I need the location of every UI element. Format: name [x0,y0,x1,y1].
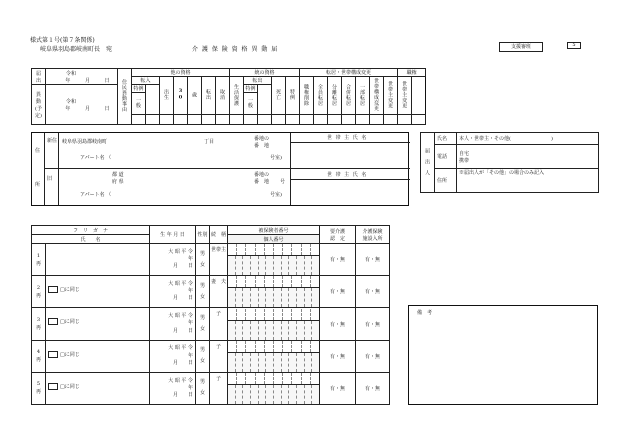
member-facility[interactable]: 有・無 [356,308,390,340]
member-insured-number[interactable] [228,340,320,372]
digit-cell[interactable] [265,321,273,340]
digit-cell[interactable] [250,256,258,275]
digit-cell[interactable] [288,288,296,307]
member-insured-number[interactable] [228,308,320,340]
digit-cell[interactable] [228,276,236,287]
ido-matrix: 届 出 令和 年 月 日 住民異動事由 他の資格 統の資格 転居・世帯構成変更 職権 転入 出生 30 歳 転出 取消 生活保護 転出 死亡 特例 職権削除 全員転居 分離転居 合併転居 一部転居 世帯構成変更 世帯主変更 世帯主変更 異 動 (予定) 令和 年 月 日 特例 特例 一般 一般 [31,68,426,125]
digit-cell[interactable] [258,288,266,307]
digit-cell[interactable] [235,385,243,404]
digit-cell[interactable] [228,341,236,352]
digit-cell[interactable] [245,244,254,255]
digit-cell[interactable] [245,309,254,320]
member-table: フ リ ガ ナ 生 年 月 日 性別 続 柄 被保険者番号 要介護 認 定 介護保険 施設入所 氏 名 個人番号 1 再 大 昭 平 令 年 月 日 男 女 世帯主 有・無 有・無 2 再 □に同じ 大 昭 平 令 年 月 日 男 女 妻 夫 有・無 有・無 3 再 □に同じ 大 昭 平 令 年 月 日 男 女 子 有・無 有・無 4 再 □に同じ 大 昭 平 令 年 月 日 男 女 子 有・無 有・無 5 再 □に同じ 大 昭 平 令 年 月 日 男 女 子 有・無 有・無 [31,225,390,405]
reporter-block: 届 出 人 氏名 本人・世帯主・その他( ) 電話 自宅 携帯 住所 ※届出人が「その他」の場合のみ記入 [420,132,599,193]
digit-cell[interactable] [242,353,250,372]
member-certification[interactable]: 有・無 [320,372,356,404]
digit-cell[interactable] [236,341,245,352]
digit-cell[interactable] [273,288,281,307]
digit-cell[interactable] [273,256,281,275]
digit-cell[interactable] [264,244,273,255]
digit-cell[interactable] [301,341,310,352]
member-certification[interactable]: 有・無 [320,308,356,340]
member-insured-number[interactable] [228,244,320,276]
digit-cell[interactable] [301,309,310,320]
digit-cell[interactable] [264,309,273,320]
digit-cell[interactable] [288,256,296,275]
member-relation[interactable]: 妻 夫 [210,276,228,308]
digit-cell[interactable] [296,385,304,404]
member-facility[interactable]: 有・無 [356,244,390,276]
digit-cell[interactable] [264,373,273,384]
digit-cell[interactable] [310,373,319,384]
digit-cell[interactable] [258,256,266,275]
old-apartment[interactable]: アパート名 （ [80,192,112,198]
member-insured-number[interactable] [228,276,320,308]
member-certification[interactable]: 有・無 [320,276,356,308]
digit-cell[interactable] [228,256,235,275]
digit-cell[interactable] [228,288,235,307]
digit-cell[interactable] [311,256,319,275]
digit-cell[interactable] [265,256,273,275]
digit-cell[interactable] [255,341,264,352]
digit-cell[interactable] [228,309,236,320]
digit-cell[interactable] [296,256,304,275]
digit-cell[interactable] [273,373,282,384]
member-certification[interactable]: 有・無 [320,340,356,372]
insured-number-header: 被保険者番号 [228,226,320,235]
digit-cell[interactable] [281,385,289,404]
digit-cell[interactable] [291,276,300,287]
digit-cell[interactable] [236,309,245,320]
member-sex[interactable]: 男 女 [196,276,210,308]
digit-cell[interactable] [291,244,300,255]
member-sex[interactable]: 男 女 [196,372,210,404]
age-30: 30 [174,77,188,115]
personal-number-header: 個人番号 [228,235,320,244]
digit-cell[interactable] [311,288,319,307]
filed-label: 届 出 [32,69,46,85]
digit-cell[interactable] [235,321,243,340]
digit-cell[interactable] [235,353,243,372]
digit-cell[interactable] [282,309,291,320]
digit-cell[interactable] [288,353,296,372]
remarks-box[interactable] [408,305,598,405]
digit-cell[interactable] [228,321,235,340]
digit-cell[interactable] [296,321,304,340]
digit-cell[interactable] [264,341,273,352]
member-sex[interactable]: 男 女 [196,340,210,372]
digit-cell[interactable] [228,385,235,404]
member-sex[interactable]: 男 女 [196,308,210,340]
tennyu-header: 転入 [132,77,160,85]
digit-cell[interactable] [245,341,254,352]
member-sex[interactable]: 男 女 [196,244,210,276]
digit-cell[interactable] [245,373,254,384]
member-birthdate[interactable]: 大 昭 平 令 年 月 日 [150,340,196,372]
page-number: 5 [567,42,581,49]
digit-cell[interactable] [236,244,245,255]
group-loss: 統の資格 [230,69,300,77]
member-relation[interactable]: 子 [210,308,228,340]
reporter-phone[interactable]: 自宅 携帯 [457,145,599,169]
digit-cell[interactable] [273,353,281,372]
member-certification[interactable]: 有・無 [320,244,356,276]
remarks-label: 備 考 [417,310,433,316]
digit-cell[interactable] [281,321,289,340]
digit-cell[interactable] [301,244,310,255]
digit-cell[interactable] [304,353,312,372]
digit-cell[interactable] [288,385,296,404]
digit-cell[interactable] [310,341,319,352]
group-move: 転居・世帯構成変更 [300,69,398,77]
office-stamp-box: 支援審班 [499,42,543,52]
digit-cell[interactable] [264,276,273,287]
digit-cell[interactable] [242,385,250,404]
digit-cell[interactable] [304,385,312,404]
digit-cell[interactable] [310,244,319,255]
furigana-header: フ リ ガ ナ [32,226,150,235]
digit-cell[interactable] [281,256,289,275]
digit-cell[interactable] [228,373,236,384]
digit-cell[interactable] [296,353,304,372]
digit-cell[interactable] [311,353,319,372]
member-row: 4 再 □に同じ 大 昭 平 令 年 月 日 男 女 子 有・無 有・無 [32,340,390,372]
member-name[interactable] [46,244,150,276]
digit-cell[interactable] [288,321,296,340]
digit-cell[interactable] [311,321,319,340]
change-date[interactable]: 令和 年 月 日 [46,85,118,125]
digit-cell[interactable] [236,373,245,384]
digit-cell[interactable] [242,321,250,340]
member-birthdate[interactable]: 大 昭 平 令 年 月 日 [150,244,196,276]
member-relation[interactable]: 子 [210,340,228,372]
new-apartment[interactable]: アパート名 （ [80,155,112,161]
reason-header: 住民異動事由 [118,69,132,125]
old-householder-label: 世 帯 主 氏 名 [327,172,368,178]
digit-cell[interactable] [242,256,250,275]
reporter-address[interactable]: ※届出人が「その他」の場合のみ記入 [457,169,599,193]
digit-cell[interactable] [258,353,266,372]
form-title: 介 護 保 険 資 格 異 動 届 [192,46,279,53]
change-label: 異 動 (予定) [32,85,46,125]
digit-cell[interactable] [245,276,254,287]
digit-cell[interactable] [228,353,235,372]
member-birthdate[interactable]: 大 昭 平 令 年 月 日 [150,276,196,308]
digit-cell[interactable] [242,288,250,307]
digit-cell[interactable] [273,341,282,352]
digit-cell[interactable] [301,373,310,384]
new-householder-label: 世 帯 主 氏 名 [327,135,368,141]
member-name[interactable]: □に同じ [46,372,150,404]
new-address-label: 新住 [47,138,58,144]
old-address-label: 旧 [47,176,53,182]
digit-cell[interactable] [250,288,258,307]
digit-cell[interactable] [281,288,289,307]
digit-cell[interactable] [235,288,243,307]
digit-cell[interactable] [310,276,319,287]
member-facility[interactable]: 有・無 [356,372,390,404]
digit-cell[interactable] [282,373,291,384]
digit-cell[interactable] [250,353,258,372]
digit-cell[interactable] [273,276,282,287]
digit-cell[interactable] [273,244,282,255]
member-row: 2 再 □に同じ 大 昭 平 令 年 月 日 男 女 妻 夫 有・無 有・無 [32,276,390,308]
digit-cell[interactable] [291,341,300,352]
digit-cell[interactable] [282,244,291,255]
recipient: 岐阜県羽島郡岐南町長 宛 [40,46,113,53]
filed-date[interactable]: 令和 年 月 日 [46,69,118,85]
digit-cell[interactable] [258,321,266,340]
digit-cell[interactable] [255,309,264,320]
member-name[interactable]: □に同じ [46,340,150,372]
digit-cell[interactable] [291,309,300,320]
digit-cell[interactable] [273,385,281,404]
digit-cell[interactable] [311,385,319,404]
digit-cell[interactable] [273,321,281,340]
digit-cell[interactable] [265,385,273,404]
digit-cell[interactable] [258,385,266,404]
digit-cell[interactable] [255,276,264,287]
member-relation[interactable]: 子 [210,372,228,404]
digit-cell[interactable] [265,353,273,372]
member-facility[interactable]: 有・無 [356,276,390,308]
digit-cell[interactable] [265,288,273,307]
member-row: 5 再 □に同じ 大 昭 平 令 年 月 日 男 女 子 有・無 有・無 [32,372,390,404]
member-name[interactable]: □に同じ [46,308,150,340]
digit-cell[interactable] [282,276,291,287]
group-authority: 職権 [398,69,426,77]
digit-cell[interactable] [236,276,245,287]
digit-cell[interactable] [291,373,300,384]
digit-cell[interactable] [235,256,243,275]
digit-cell[interactable] [296,288,304,307]
digit-cell[interactable] [273,309,282,320]
digit-cell[interactable] [255,373,264,384]
digit-cell[interactable] [282,341,291,352]
member-name[interactable]: □に同じ [46,276,150,308]
member-insured-number[interactable] [228,372,320,404]
member-facility[interactable]: 有・無 [356,340,390,372]
reporter-name[interactable]: 本人・世帯主・その他( ) [457,133,599,145]
member-relation[interactable]: 世帯主 [210,244,228,276]
digit-cell[interactable] [310,309,319,320]
address-block: 住 所 新住 旧 岐阜県羽島郡岐南町 丁目 番地の 番 地 アパート名 （ 号室) 世 帯 主 氏 名 都 道 府 県 番地の 番 地 号 アパート名 （ 号室) 世 帯 主 氏 名 [31,132,409,206]
member-row: 3 再 □に同じ 大 昭 平 令 年 月 日 男 女 子 有・無 有・無 [32,308,390,340]
digit-cell[interactable] [304,256,312,275]
form-number: 様式第１号(第７条関係) [30,37,95,44]
digit-cell[interactable] [304,288,312,307]
digit-cell[interactable] [250,321,258,340]
new-town: 岐阜県羽島郡岐南町 [62,139,108,145]
group-acquire: 他の資格 [132,69,230,77]
digit-cell[interactable] [304,321,312,340]
member-row: 1 再 大 昭 平 令 年 月 日 男 女 世帯主 有・無 有・無 [32,244,390,276]
digit-cell[interactable] [255,244,264,255]
digit-cell[interactable] [301,276,310,287]
member-birthdate[interactable]: 大 昭 平 令 年 月 日 [150,308,196,340]
member-birthdate[interactable]: 大 昭 平 令 年 月 日 [150,372,196,404]
digit-cell[interactable] [250,385,258,404]
digit-cell[interactable] [281,353,289,372]
digit-cell[interactable] [228,244,236,255]
